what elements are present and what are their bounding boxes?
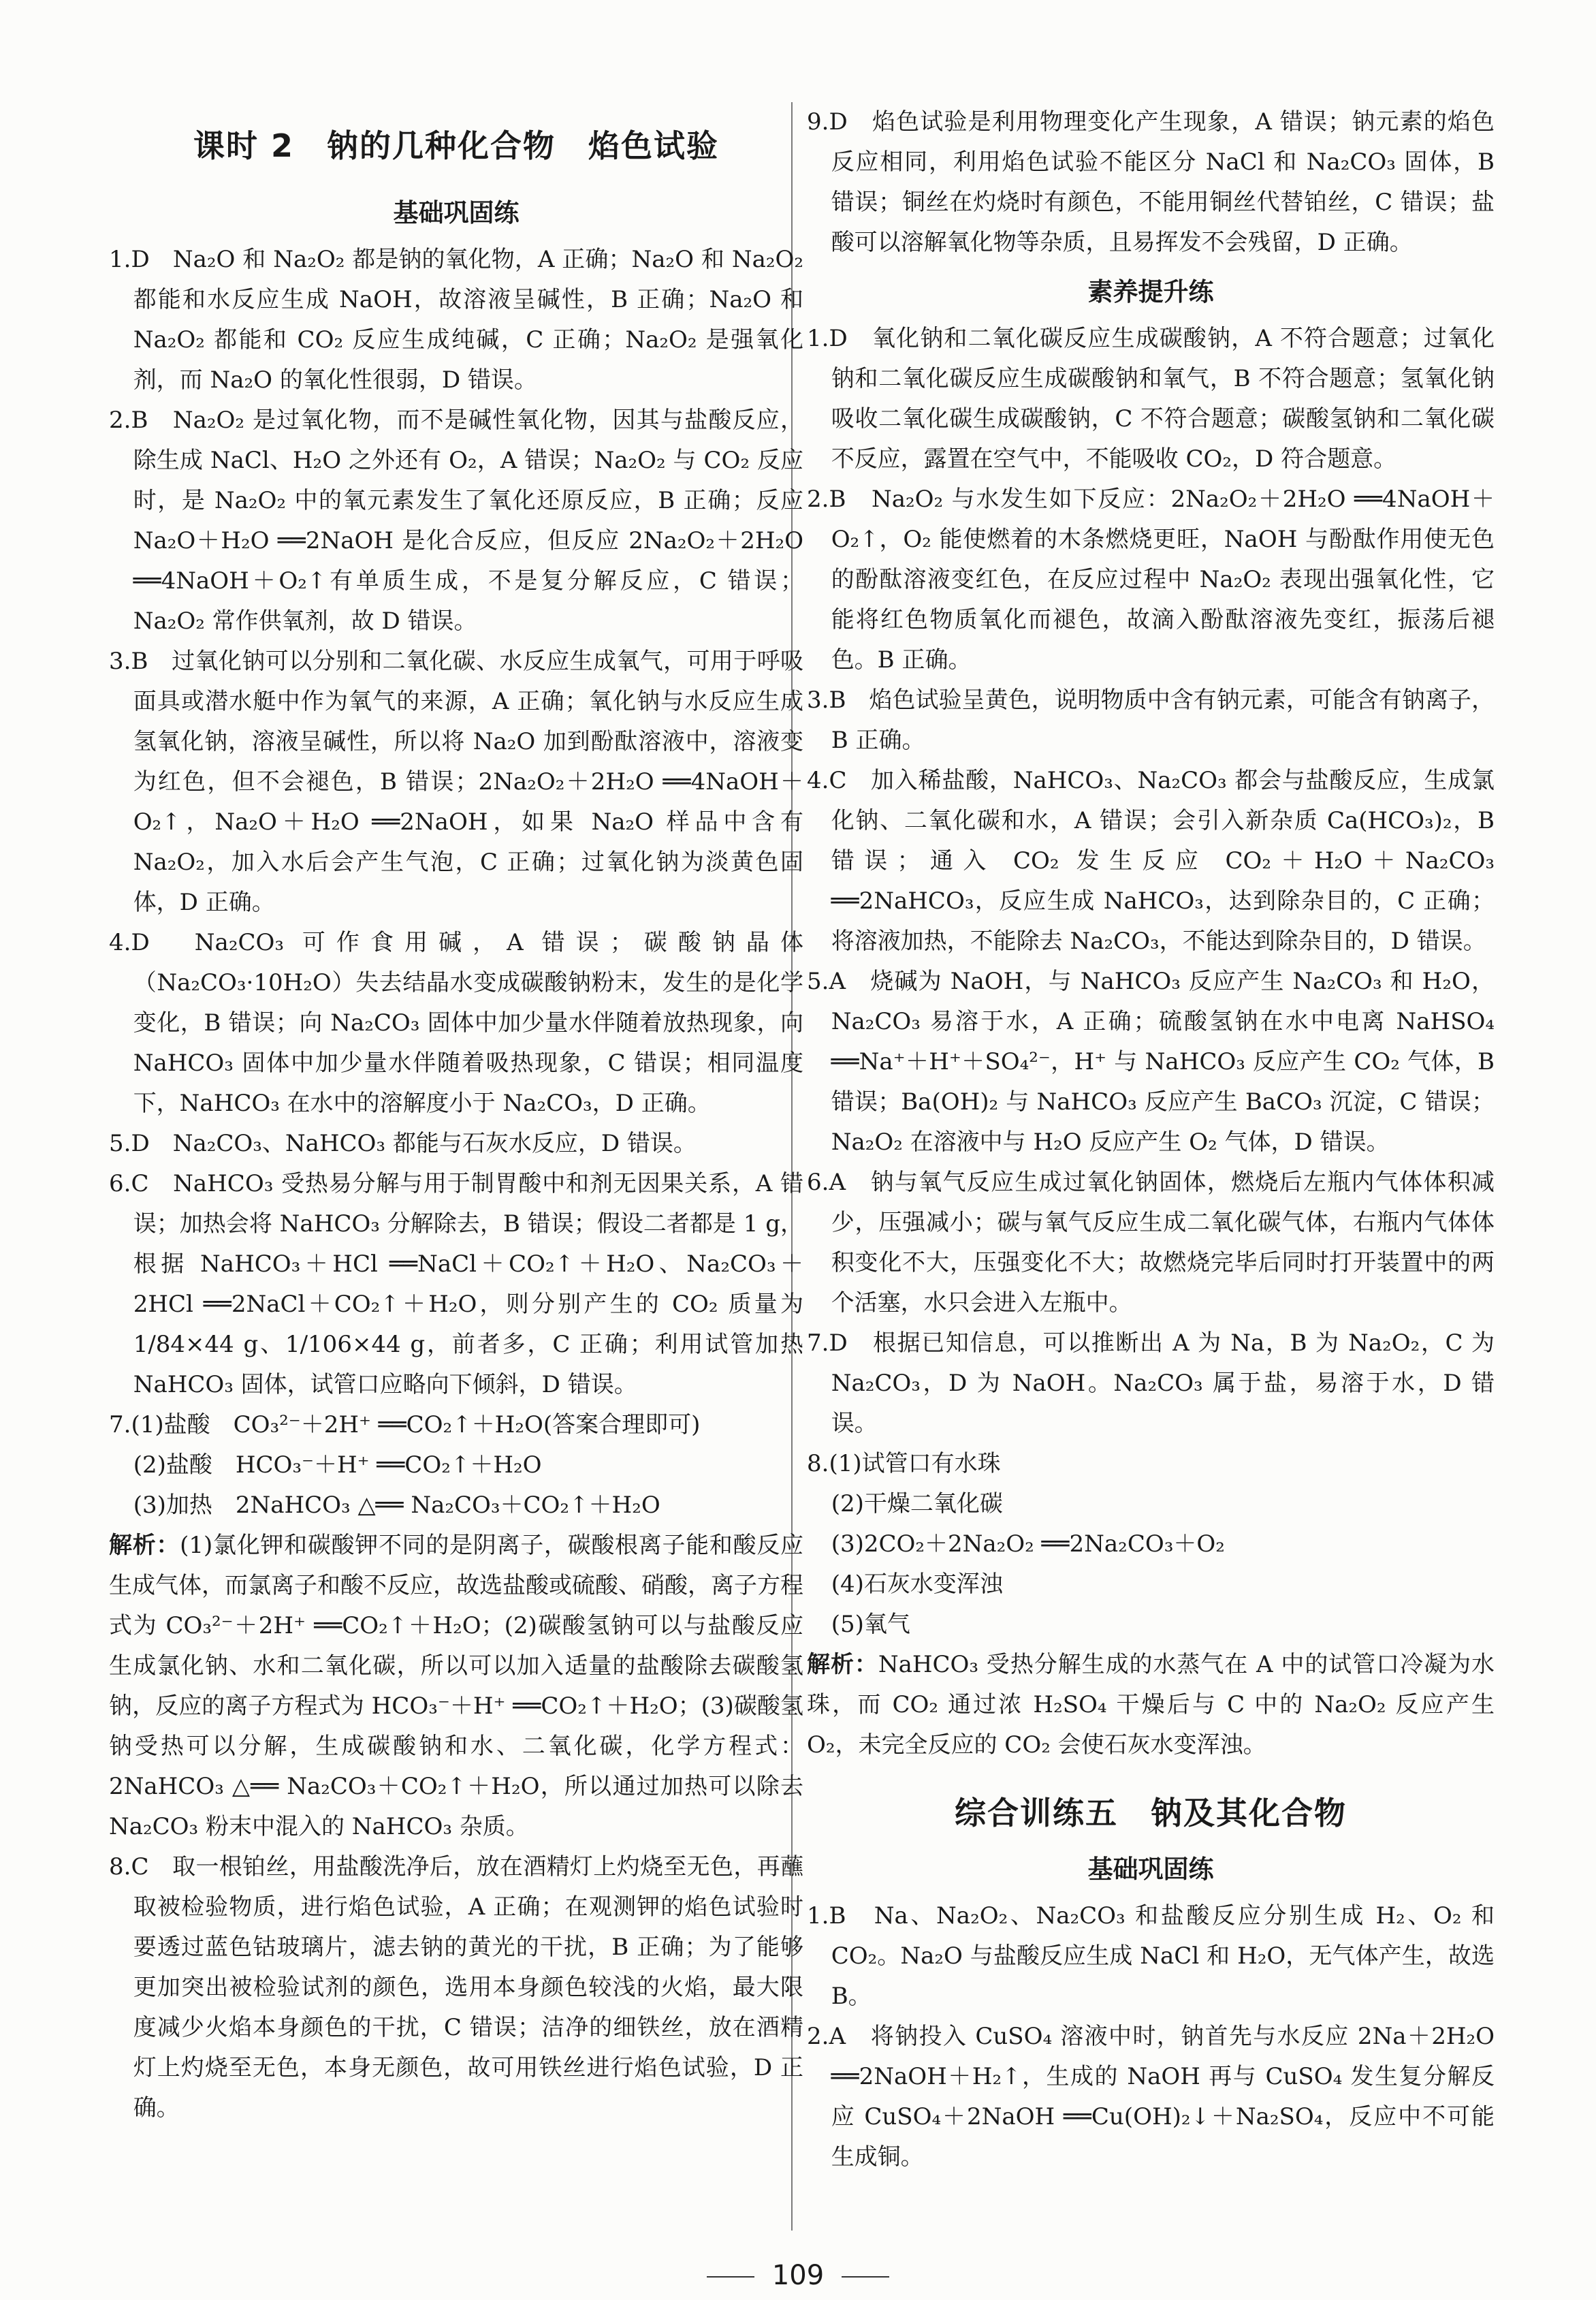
training-item-2: 2.A 将钠投入 CuSO₄ 溶液中时，钠首先与水反应 2Na＋2H₂O ══2NaOH＋H₂↑，生成的 NaOH 再与 CuSO₄ 发生复分解反应 CuSO₄＋2NaOH ══Cu(OH)₂↓＋Na₂SO₄，反应中不可能生成铜。: [807, 2023, 1495, 2171]
lesson-title: 课时 2 钠的几种化合物 焰色试验: [193, 127, 720, 164]
left-column: [109, 102, 803, 2128]
advanced-item-8-part-4: (4)石灰水变浑浊: [831, 1571, 1003, 1598]
section-heading-advanced: 素养提升练: [1087, 277, 1214, 306]
answer-item-7: 7.(1)盐酸 CO₃²⁻＋2H⁺ ══CO₂↑＋H₂O(答案合理即可): [109, 1411, 701, 1438]
answer-item-1: 1.D Na₂O 和 Na₂O₂ 都是钠的氧化物，A 正确；Na₂O 和 Na₂O₂ 都能和水反应生成 NaOH，故溶液呈碱性，B 正确；Na₂O 和 Na₂O₂ 都能和 CO₂ 反应生成纯碱，C 正确；Na₂O₂ 是强氧化剂，而 Na₂O 的氧化性很弱，D 错误。: [109, 246, 803, 394]
advanced-item-8-part-2: (2)干燥二氧化碳: [831, 1490, 1003, 1517]
footer-dash-left: [707, 2276, 754, 2278]
advanced-item-8-part-3: (3)2CO₂＋2Na₂O₂ ══2Na₂CO₃＋O₂: [831, 1530, 1225, 1558]
analysis-7: [109, 1526, 803, 1847]
advanced-item-6: 6.A 钠与氧气反应生成过氧化钠固体，燃烧后左瓶内气体体积减少，压强减小；碳与氧气反应生成二氧化碳气体，右瓶内气体体积变化不大，压强变化不大；故燃烧完毕后同时打开装置中的两个活塞，水只会进入左瓶中。: [807, 1169, 1495, 1317]
section-heading-basic-2: 基础巩固练: [1087, 1855, 1214, 1884]
advanced-item-7: 7.D 根据已知信息，可以推断出 A 为 Na，B 为 Na₂O₂，C 为 Na₂CO₃，D 为 NaOH。Na₂CO₃ 属于盐，易溶于水，D 错误。: [807, 1329, 1495, 1437]
analysis-text: (1)氯化钾和碳酸钾不同的是阴离子，碳酸根离子能和酸反应生成气体，而氯离子和酸不反应，故选盐酸或硫酸、硝酸，离子方程式为 CO₃²⁻＋2H⁺ ══CO₂↑＋H₂O；(2)碳酸氢钠可以与盐酸反应生成氯化钠、水和二氧化碳，所以可以加入适量的盐酸除去碳酸氢钠，反应的离子方程式为 HCO₃⁻＋H⁺ ══CO₂↑＋H₂O；(3)碳酸氢钠受热可以分解，生成碳酸钠和水、二氧化碳，化学方程式：2NaHCO₃ △══ Na₂CO₃＋CO₂↑＋H₂O，所以通过加热可以除去 Na₂CO₃ 粉末中混入的 NaHCO₃ 杂质。: [109, 1532, 803, 1840]
training-item-1: 1.B Na、Na₂O₂、Na₂CO₃ 和盐酸反应分别生成 H₂、O₂ 和 CO₂。Na₂O 与盐酸反应生成 NaCl 和 H₂O，无气体产生，故选 B。: [807, 1902, 1495, 2010]
analysis-label: 解析：: [807, 1651, 878, 1678]
answer-item-3: 3.B 过氧化钠可以分别和二氧化碳、水反应生成氧气，可用于呼吸面具或潜水艇中作为氧气的来源，A 正确；氧化钠与水反应生成氢氧化钠，溶液呈碱性，所以将 Na₂O 加到酚酞溶液中，溶液变为红色，但不会褪色，B 错误；2Na₂O₂＋2H₂O ══4NaOH＋O₂↑，Na₂O＋H₂O ══2NaOH，如果 Na₂O 样品中含有 Na₂O₂，加入水后会产生气泡，C 正确；过氧化钠为淡黄色固体，D 正确。: [109, 648, 803, 916]
advanced-item-3: 3.B 焰色试验呈黄色，说明物质中含有钠元素，可能含有钠离子，B 正确。: [807, 687, 1495, 754]
answer-item-5: 5.D Na₂CO₃、NaHCO₃ 都能与石灰水反应，D 错误。: [109, 1130, 697, 1157]
advanced-item-1: 1.D 氧化钠和二氧化碳反应生成碳酸钠，A 不符合题意；过氧化钠和二氧化碳反应生成碳酸钠和氧气，B 不符合题意；氢氧化钠吸收二氧化碳生成碳酸钠，C 不符合题意；碳酸氢钠和二氧化碳不反应，露置在空气中，不能吸收 CO₂，D 符合题意。: [807, 325, 1495, 473]
answer-item-7-part-3: (3)加热 2NaHCO₃ △══ Na₂CO₃＋CO₂↑＋H₂O: [133, 1492, 660, 1519]
section-heading-basic: 基础巩固练: [393, 198, 520, 227]
answer-item-6: 6.C NaHCO₃ 受热易分解与用于制胃酸中和剂无因果关系，A 错误；加热会将 NaHCO₃ 分解除去，B 错误；假设二者都是 1 g，根据 NaHCO₃＋HCl ══NaCl＋CO₂↑＋H₂O、Na₂CO₃＋2HCl ══2NaCl＋CO₂↑＋H₂O，则分别产生的 CO₂ 质量为 1/84×44 g、1/106×44 g，前者多，C 正确；利用试管加热 NaHCO₃ 固体，试管口应略向下倾斜，D 错误。: [109, 1170, 803, 1398]
answer-item-9: 9.D 焰色试验是利用物理变化产生现象，A 错误；钠元素的焰色反应相同，利用焰色试验不能区分 NaCl 和 Na₂CO₃ 固体，B 错误；铜丝在灼烧时有颜色，不能用铜丝代替铂丝，C 错误；盐酸可以溶解氧化物等杂质，且易挥发不会残留，D 正确。: [807, 108, 1495, 256]
analysis-text: NaHCO₃ 受热分解生成的水蒸气在 A 中的试管口冷凝为水珠，而 CO₂ 通过浓 H₂SO₄ 干燥后与 C 中的 Na₂O₂ 反应产生 O₂，未完全反应的 CO₂ 会使石灰水变浑浊。: [807, 1651, 1495, 1759]
answer-item-2: 2.B Na₂O₂ 是过氧化物，而不是碱性氧化物，因其与盐酸反应，除生成 NaCl、H₂O 之外还有 O₂，A 错误；Na₂O₂ 与 CO₂ 反应时，是 Na₂O₂ 中的氧元素发生了氧化还原反应，B 正确；反应 Na₂O＋H₂O ══2NaOH 是化合反应，但反应 2Na₂O₂＋2H₂O ══4NaOH＋O₂↑有单质生成，不是复分解反应，C 错误；Na₂O₂ 常作供氧剂，故 D 错误。: [109, 407, 803, 635]
analysis-8: [807, 1645, 1495, 1765]
advanced-item-5: 5.A 烧碱为 NaOH，与 NaHCO₃ 反应产生 Na₂CO₃ 和 H₂O，Na₂CO₃ 易溶于水，A 正确；硫酸氢钠在水中电离 NaHSO₄ ══Na⁺＋H⁺＋SO₄²⁻，H⁺ 与 NaHCO₃ 反应产生 CO₂ 气体，B 错误；Ba(OH)₂ 与 NaHCO₃ 反应产生 BaCO₃ 沉淀，C 错误；Na₂O₂ 在溶液中与 H₂O 反应产生 O₂ 气体，D 错误。: [807, 968, 1495, 1156]
answer-item-7-part-2: (2)盐酸 HCO₃⁻＋H⁺ ══CO₂↑＋H₂O: [133, 1451, 542, 1479]
training-title: 综合训练五 钠及其化合物: [955, 1795, 1347, 1831]
advanced-item-4: 4.C 加入稀盐酸，NaHCO₃、Na₂CO₃ 都会与盐酸反应，生成氯化钠、二氧化碳和水，A 错误；会引入新杂质 Ca(HCO₃)₂，B 错误；通入 CO₂ 发生反应 CO₂＋H₂O＋Na₂CO₃ ══2NaHCO₃，反应生成 NaHCO₃，达到除杂目的，C 正确；将溶液加热，不能除去 Na₂CO₃，不能达到除杂目的，D 错误。: [807, 767, 1495, 955]
answer-item-4: 4.D Na₂CO₃ 可作食用碱，A 错误；碳酸钠晶体（Na₂CO₃·10H₂O）失去结晶水变成碳酸钠粉末，发生的是化学变化，B 错误；向 Na₂CO₃ 固体中加少量水伴随着放热现象，向 NaHCO₃ 固体中加少量水伴随着吸热现象，C 错误；相同温度下，NaHCO₃ 在水中的溶解度小于 Na₂CO₃，D 正确。: [109, 929, 803, 1117]
advanced-item-8: 8.(1)试管口有水珠: [807, 1450, 1001, 1477]
answer-item-8: 8.C 取一根铂丝，用盐酸洗净后，放在酒精灯上灼烧至无色，再蘸取被检验物质，进行焰色试验，A 正确；在观测钾的焰色试验时要透过蓝色钴玻璃片，滤去钠的黄光的干扰，B 正确；为了能够更加突出被检验试剂的颜色，选用本身颜色较浅的火焰，最大限度减少火焰本身颜色的干扰，C 错误；洁净的细铁丝，放在酒精灯上灼烧至无色，本身无颜色，故可用铁丝进行焰色试验，D 正确。: [109, 1853, 803, 2122]
right-column: [807, 102, 1495, 2177]
advanced-item-2: 2.B Na₂O₂ 与水发生如下反应：2Na₂O₂＋2H₂O ══4NaOH＋O₂↑，O₂ 能使燃着的木条燃烧更旺，NaOH 与酚酞作用使无色的酚酞溶液变红色，在反应过程中 Na₂O₂ 表现出强氧化性，它能将红色物质氧化而褪色，故滴入酚酞溶液先变红，振荡后褪色。B 正确。: [807, 486, 1495, 674]
page-number: 109: [771, 2260, 825, 2291]
analysis-label: 解析：: [109, 1532, 180, 1559]
advanced-item-8-part-5: (5)氧气: [831, 1611, 910, 1638]
page-footer: [0, 2260, 1596, 2291]
footer-dash-right: [842, 2276, 889, 2278]
